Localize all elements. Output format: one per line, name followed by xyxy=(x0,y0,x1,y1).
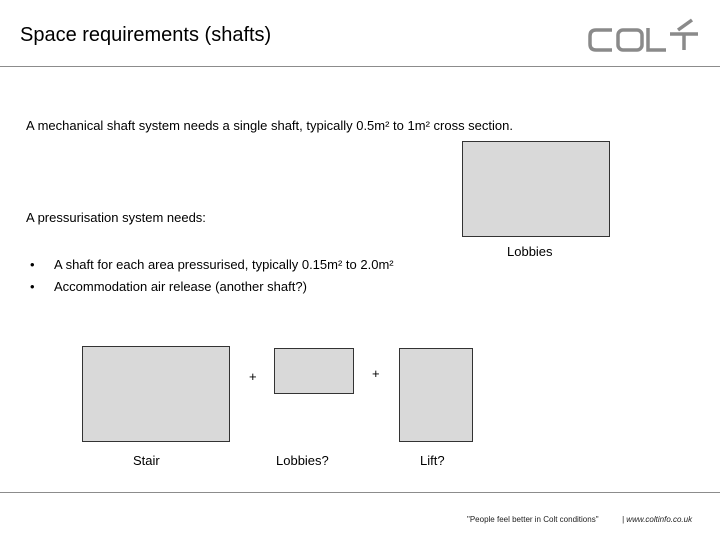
slide-header xyxy=(0,0,720,67)
lobbies-shaft-box xyxy=(462,141,610,237)
bullet-icon: • xyxy=(30,279,35,294)
slide-footer xyxy=(0,492,720,541)
lift-q-label: Lift? xyxy=(420,453,445,468)
mechanical-shaft-text: A mechanical shaft system needs a single shaft, typically 0.5m² to 1m² cross section. xyxy=(26,118,513,133)
footer-url[interactable]: | www.coltinfo.co.uk xyxy=(622,515,693,524)
pressurisation-text: A pressurisation system needs: xyxy=(26,210,206,225)
bullet-text: A shaft for each area pressurised, typically 0.15m² to 2.0m² xyxy=(54,257,394,272)
colt-logo xyxy=(586,18,702,58)
lobbies-q-label: Lobbies? xyxy=(276,453,329,468)
plus-sign: + xyxy=(249,369,257,384)
lobbies-label: Lobbies xyxy=(507,244,553,259)
slide-title: Space requirements (shafts) xyxy=(20,24,272,46)
plus-sign: + xyxy=(372,366,380,381)
bullet-icon: • xyxy=(30,257,35,272)
lobbies-q-shaft-box xyxy=(274,348,354,394)
lift-shaft-box xyxy=(399,348,473,442)
stair-shaft-box xyxy=(82,346,230,442)
footer-tagline: "People feel better in Colt conditions" xyxy=(467,515,599,524)
stair-label: Stair xyxy=(133,453,160,468)
bullet-text: Accommodation air release (another shaft?) xyxy=(54,279,307,294)
